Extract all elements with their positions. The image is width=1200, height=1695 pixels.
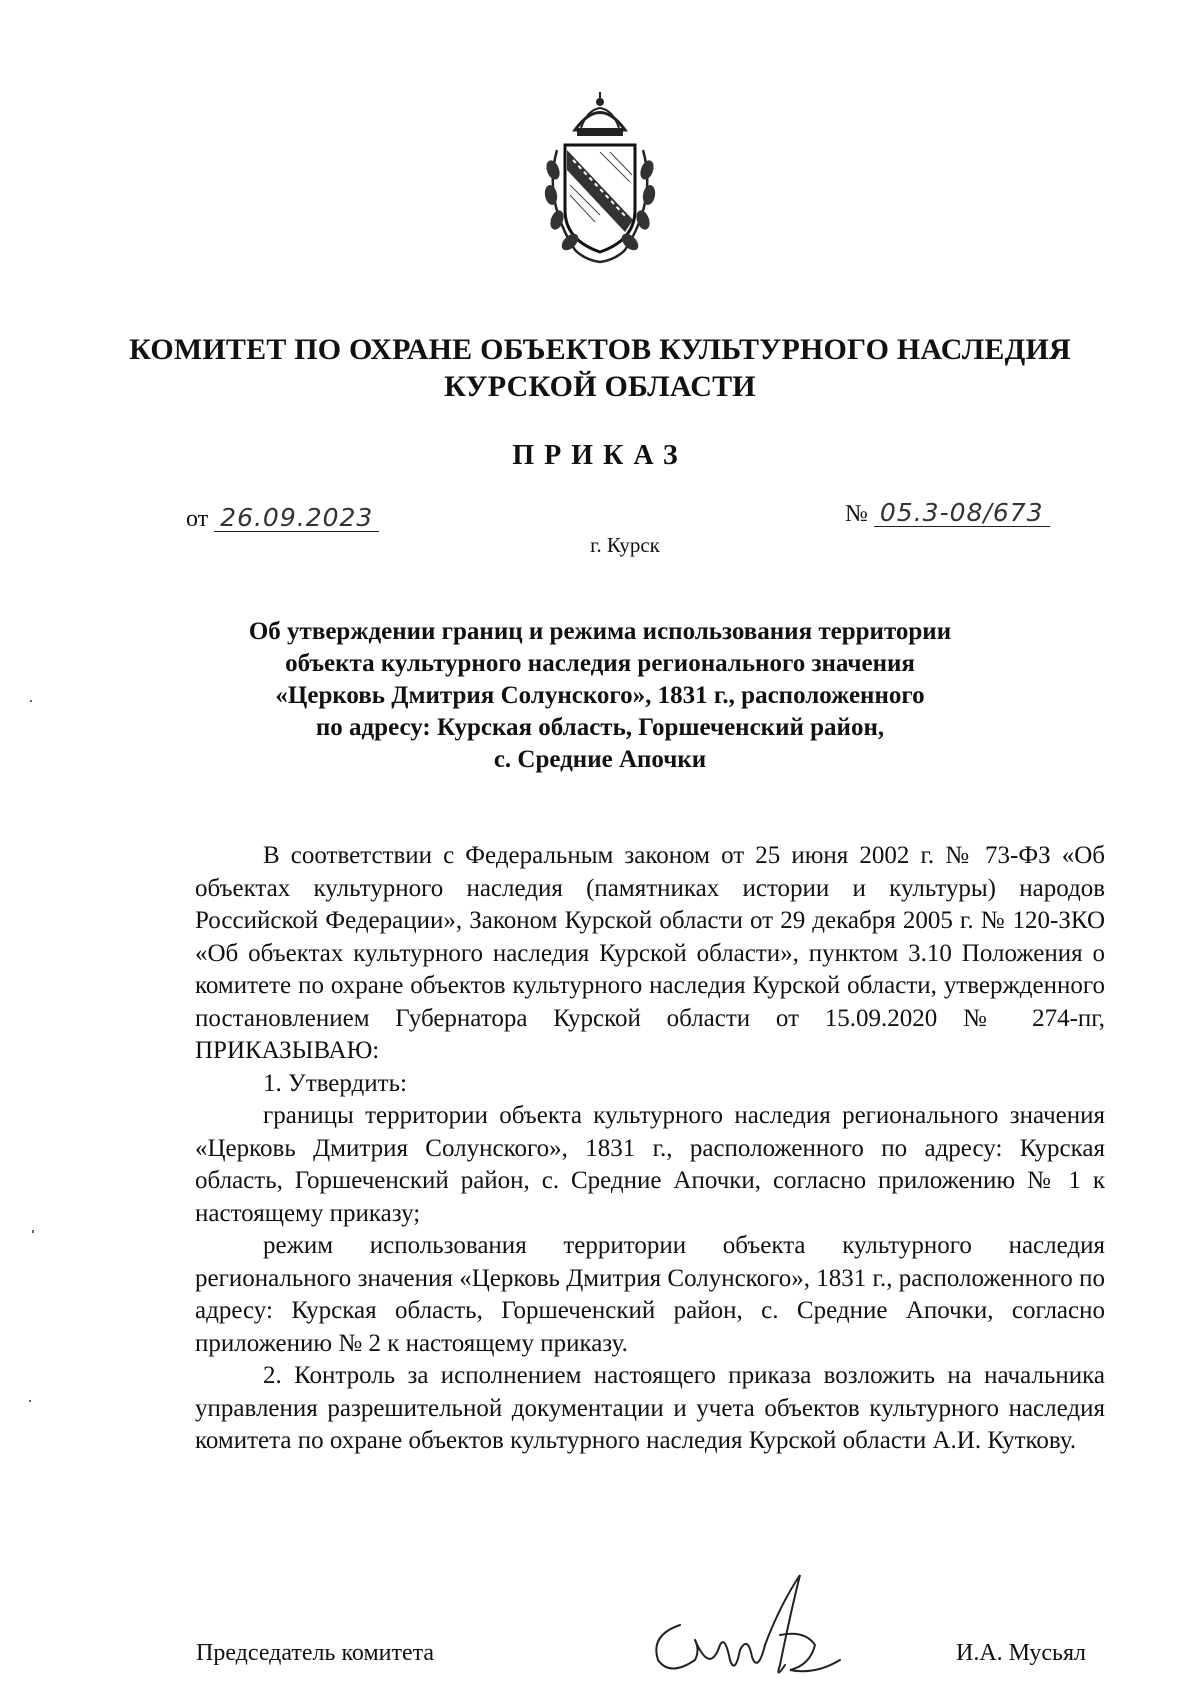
document-type: ПРИКАЗ — [512, 440, 688, 471]
item1-heading: 1. Утвердить: — [263, 1069, 407, 1097]
item2-paragraph: 2. Контроль за исполнением настоящего приказа возложить на начальника управления разрешительной документации и учета объектов культурного наследия комитета по охране объектов культурного наследия Курской области А.И. Куткову. — [195, 1362, 1105, 1454]
document-body — [195, 840, 1105, 1458]
item1-regime-paragraph: режим использования территории объекта культурного наследия регионального значения «Церковь Дмитрия Солунского», 1831 г., расположенного по адресу: Курская область, Горшеченский район, с. Средние Апочки, согласно приложению № 2 к настоящему приказу. — [195, 1232, 1105, 1357]
title-line1: Об утверждении границ и режима использования территории — [248, 618, 952, 645]
title-line5: с. Средние Апочки — [493, 746, 707, 773]
organization-name-line2: КУРСКОЙ ОБЛАСТИ — [444, 370, 756, 403]
kursk-coat-of-arms-icon — [525, 90, 675, 270]
date-prefix: от — [186, 506, 209, 532]
title-line2: объекта культурного наследия регионального значения — [285, 650, 915, 677]
number-handwritten: 05.3-08/673 — [874, 500, 1050, 527]
scan-speck — [29, 1400, 31, 1402]
document-city: г. Курск — [590, 533, 660, 557]
document-number — [845, 500, 1050, 528]
date-handwritten: 26.09.2023 — [214, 505, 379, 532]
document-date — [186, 505, 379, 533]
number-prefix: № — [845, 501, 868, 527]
title-line4: по адресу: Курская область, Горшеченский район, — [315, 714, 885, 741]
scan-speck — [32, 1230, 34, 1233]
title-line3: «Церковь Дмитрия Солунского», 1831 г., расположенного — [275, 682, 925, 709]
preamble-paragraph: В соответствии с Федеральным законом от 25 июня 2002 г. № 73-ФЗ «Об объектах культурного наследия (памятниках истории и культуры) народов Российской Федерации», Законом Курской области от 29 декабря 2005 г. № 120-ЗКО «Об объектах культурного наследия Курской области», пунктом 3.10 Положения о комитете по охране объектов культурного наследия Курской области, утвержденного постановлением Губернатора Курской области от 15.09.2020 № 274-пг, ПРИКАЗЫВАЮ: — [195, 842, 1105, 1064]
signatory-position: Председатель комитета — [196, 1640, 435, 1666]
handwritten-signature-icon — [640, 1565, 850, 1685]
signatory-name: И.А. Мусьял — [956, 1640, 1087, 1666]
scan-speck — [30, 700, 32, 702]
item1-boundaries-paragraph: границы территории объекта культурного наследия регионального значения «Церковь Дмитрия Солунского», 1831 г., расположенного по адресу: Курская область, Горшеченский район, с. Средние Апочки, согласно приложению № 1 к настоящему приказу; — [195, 1102, 1105, 1227]
organization-name-line1: КОМИТЕТ ПО ОХРАНЕ ОБЪЕКТОВ КУЛЬТУРНОГО НАСЛЕДИЯ — [129, 333, 1071, 366]
